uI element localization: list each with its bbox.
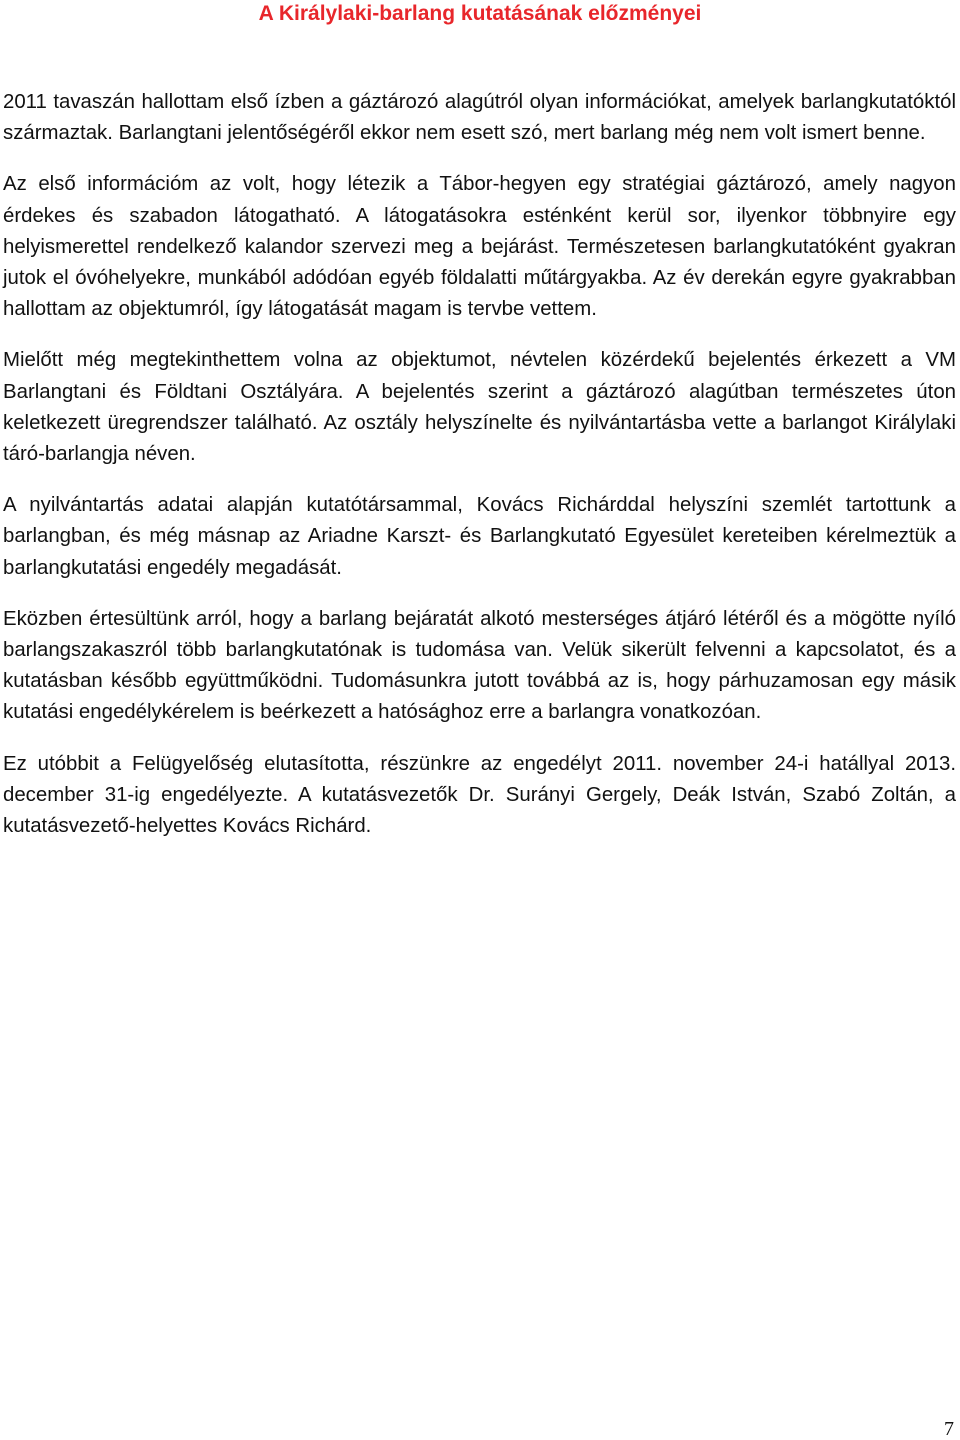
document-body (3, 87, 956, 862)
page-title: A Királylaki-barlang kutatásának előzményei (258, 2, 702, 25)
paragraph-5: Eközben értesültünk arról, hogy a barlang bejáratát alkotó mesterséges átjáró létéről és a mögötte nyíló barlangszakaszról több barlangkutatónak is tudomása van. Velük sikerült felvenni a kapcsolatot, és a kutatásban később együttműködni. Tudomásunkra jutott továbbá az is, hogy párhuzamosan egy másik kutatási engedélykérelem is beérkezett a hatósághoz erre a barlangra vonatkozóan. (3, 607, 956, 724)
paragraph-3: Mielőtt még megtekinthettem volna az objektumot, névtelen közérdekű bejelentés érkezett a VM Barlangtani és Földtani Osztályára. A bejelentés szerint a gáztározó alagútban természetes úton keletkezett üregrendszer található. Az osztály helyszínelte és nyilvántartásba vette a barlangot Királylaki táró-barlangja néven. (3, 349, 956, 466)
paragraph-6: Ez utóbbit a Felügyelőség elutasította, részünkre az engedélyt 2011. november 24-i hatállyal 2013. december 31-ig engedélyezte. A kutatásvezetők Dr. Surányi Gergely, Deák István, Szabó Zoltán, a kutatásvezető-helyettes Kovács Richárd. (3, 752, 956, 838)
paragraph-4: A nyilvántartás adatai alapján kutatótársammal, Kovács Richárddal helyszíni szemlét tartottunk a barlangban, és még másnap az Ariadne Karszt- és Barlangkutató Egyesület kereteiben kérelmeztük a barlangkutatási engedély megadását. (3, 494, 956, 579)
paragraph-2: Az első információm az volt, hogy létezik a Tábor-hegyen egy stratégiai gáztározó, amely nagyon érdekes és szabadon látogatható. A látogatásokra esténként kerül sor, ilyenkor többnyire egy helyismerettel rendelkező kalandor szervezi meg a bejárást. Természetesen barlangkutatóként gyakran jutok el óvóhelyekre, munkából adódóan egyéb földalatti műtárgyakba. Az év derekán egyre gyakrabban hallottam az objektumról, így látogatását magam is tervbe vettem. (3, 173, 956, 321)
paragraph-1: 2011 tavaszán hallottam első ízben a gáztározó alagútról olyan információkat, amelyek barlangkutatóktól származtak. Barlangtani jelentőségéről ekkor nem esett szó, mert barlang még nem volt ismert benne. (3, 91, 956, 145)
page-number: 7 (944, 1418, 954, 1440)
